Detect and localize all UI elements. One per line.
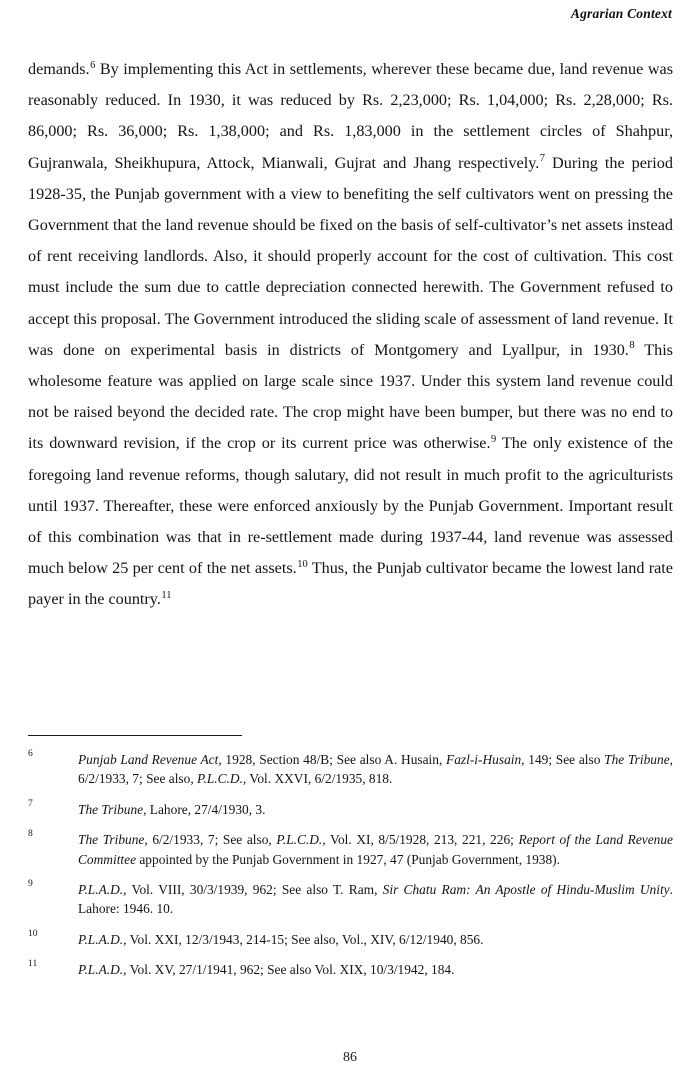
- body-text-run: During the period 1928-35, the Punjab government with a view to benefiting the self cultivators went on pressing the Government that the land revenue should be fixed on the basis of self-cultivator’s net assets instead of rent receiving landlords. Also, it should properly account for the cost of cultivation. This cost must include the sum due to cattle depreciation connected herewith. The Government refused to accept this proposal. The Government introduced the sliding scale of assessment of land revenue. It was done on experimental basis in districts of Montgomery and Lyallpur, in 1930.: [28, 153, 673, 359]
- footnote-text-10: [78, 930, 673, 949]
- footnote-text-7: [78, 800, 673, 819]
- footnote-plain-run: 149; See also: [524, 752, 605, 767]
- footnote-plain-run: Lahore, 27/4/1930, 3.: [146, 801, 266, 817]
- footnote-separator-rule: [28, 735, 242, 736]
- footnote-reference-10[interactable]: 10: [297, 558, 308, 570]
- footnote-title-run: Fazl-i-Husain,: [446, 752, 525, 767]
- body-text-run: This wholesome feature was applied on large scale since 1937. Under this system land revenue could not be raised beyond the decided rate. The crop might have been bumper, but there was no end to its downward revision, if the crop or its current price was otherwise.: [28, 340, 673, 453]
- footnote-number-7: 7: [28, 797, 33, 809]
- page-number: 86: [343, 1050, 357, 1065]
- footnote-plain-run: 6/2/1933, 7; See also,: [147, 832, 277, 848]
- footnote-plain-run: Vol. XXVI, 6/2/1935, 818.: [246, 771, 393, 787]
- footnote-text-11: [78, 960, 673, 979]
- footnote-reference-11[interactable]: 11: [161, 590, 172, 602]
- body-text-run: By implementing this Act in settlements, wherever these became due, land revenue was reasonably reduced. In 1930, it was reduced by Rs. 2,23,000; Rs. 1,04,000; Rs. 2,28,000; Rs. 86,000; Rs. 36,000; Rs. 1,38,000; and Rs. 1,83,000 in the settlement circles of Shahpur, Gujranwala, Sheikhupura, Attock, Mianwali, Gujrat and Jhang respectively.: [28, 60, 673, 172]
- footnote-reference-7[interactable]: 7: [539, 153, 546, 165]
- footnote-title-run: Punjab Land Revenue Act,: [78, 752, 222, 767]
- footnote-reference-6[interactable]: 6: [90, 59, 96, 71]
- body-paragraph: [28, 54, 673, 616]
- footnote-title-run: Report of the Land Revenue Committee: [78, 832, 673, 867]
- running-header: Agrarian Context: [570, 6, 672, 21]
- footnote-title-run: Sir Chatu Ram: An Apostle of Hindu-Muslim Unity: [382, 882, 670, 898]
- footnote-title-run: P.L.A.D.: [78, 931, 124, 947]
- body-text-run: The only existence of the foregoing land revenue reforms, though salutary, did not result in much profit to the agriculturists until 1937. Thereafter, these were enforced anxiously by the Punjab Government. Important result of this combination was that in re-settlement made during 1937-44, land revenue was assessed much below 25 per cent of the net assets.: [28, 434, 673, 578]
- footnote-number-8: 8: [28, 828, 33, 840]
- footnote-title-run: P.L.C.D.,: [276, 832, 326, 848]
- footnote-title-run: The Tribune,: [78, 832, 148, 848]
- footnote-plain-run: appointed by the Punjab Government in 1927, 47 (Punjab Government, 1938).: [136, 851, 560, 867]
- footnote-entry-10: [28, 927, 673, 949]
- footnote-title-run: P.L.A.D.,: [78, 882, 127, 898]
- footnote-number-10: 10: [28, 927, 38, 939]
- footnote-plain-run: Vol. VIII, 30/3/1939, 962; See also T. Ram,: [126, 882, 383, 898]
- footnote-plain-run: . Lahore: 1946. 10.: [78, 882, 673, 917]
- footnote-text-9: [78, 880, 673, 919]
- footnote-plain-run: 6/2/1933, 7; See also,: [78, 771, 198, 787]
- footnote-title-run: P.L.C.D.,: [197, 771, 247, 787]
- footnote-entry-7: [28, 797, 673, 819]
- footnote-number-9: 9: [28, 878, 33, 890]
- body-text-run: Thus, the Punjab cultivator became the lowest land rate payer in the country.: [28, 559, 673, 609]
- footnote-entry-9: [28, 880, 673, 919]
- footnote-entry-11: [28, 960, 673, 979]
- footnote-entry-8: [28, 830, 673, 869]
- footnote-area: [28, 735, 673, 980]
- footnote-plain-run: 1928, Section 48/B; See also A. Husain,: [221, 752, 447, 767]
- footnote-entry-6: [28, 750, 673, 789]
- footnote-list: [28, 750, 673, 980]
- footnote-text-6: [78, 750, 673, 789]
- footnote-plain-run: , Vol. XV, 27/1/1941, 962; See also Vol. XIX, 10/3/1942, 184.: [123, 962, 455, 978]
- footnote-plain-run: Vol. XI, 8/5/1928, 213, 221, 226;: [325, 832, 519, 848]
- footnote-title-run: P.L.A.D.: [78, 962, 124, 978]
- footnote-text-8: [78, 830, 673, 869]
- body-text-block: [28, 54, 673, 616]
- footnote-number-6: 6: [28, 748, 33, 759]
- footnote-title-run: The Tribune,: [604, 752, 673, 767]
- footnote-title-run: The Tribune,: [78, 801, 147, 817]
- footnote-reference-8[interactable]: 8: [629, 340, 635, 352]
- footnote-number-11: 11: [28, 958, 38, 970]
- footnote-reference-9[interactable]: 9: [491, 434, 497, 446]
- footnote-plain-run: , Vol. XXI, 12/3/1943, 214-15; See also, Vol., XIV, 6/12/1940, 856.: [123, 931, 484, 947]
- body-text-run: demands.: [28, 60, 90, 78]
